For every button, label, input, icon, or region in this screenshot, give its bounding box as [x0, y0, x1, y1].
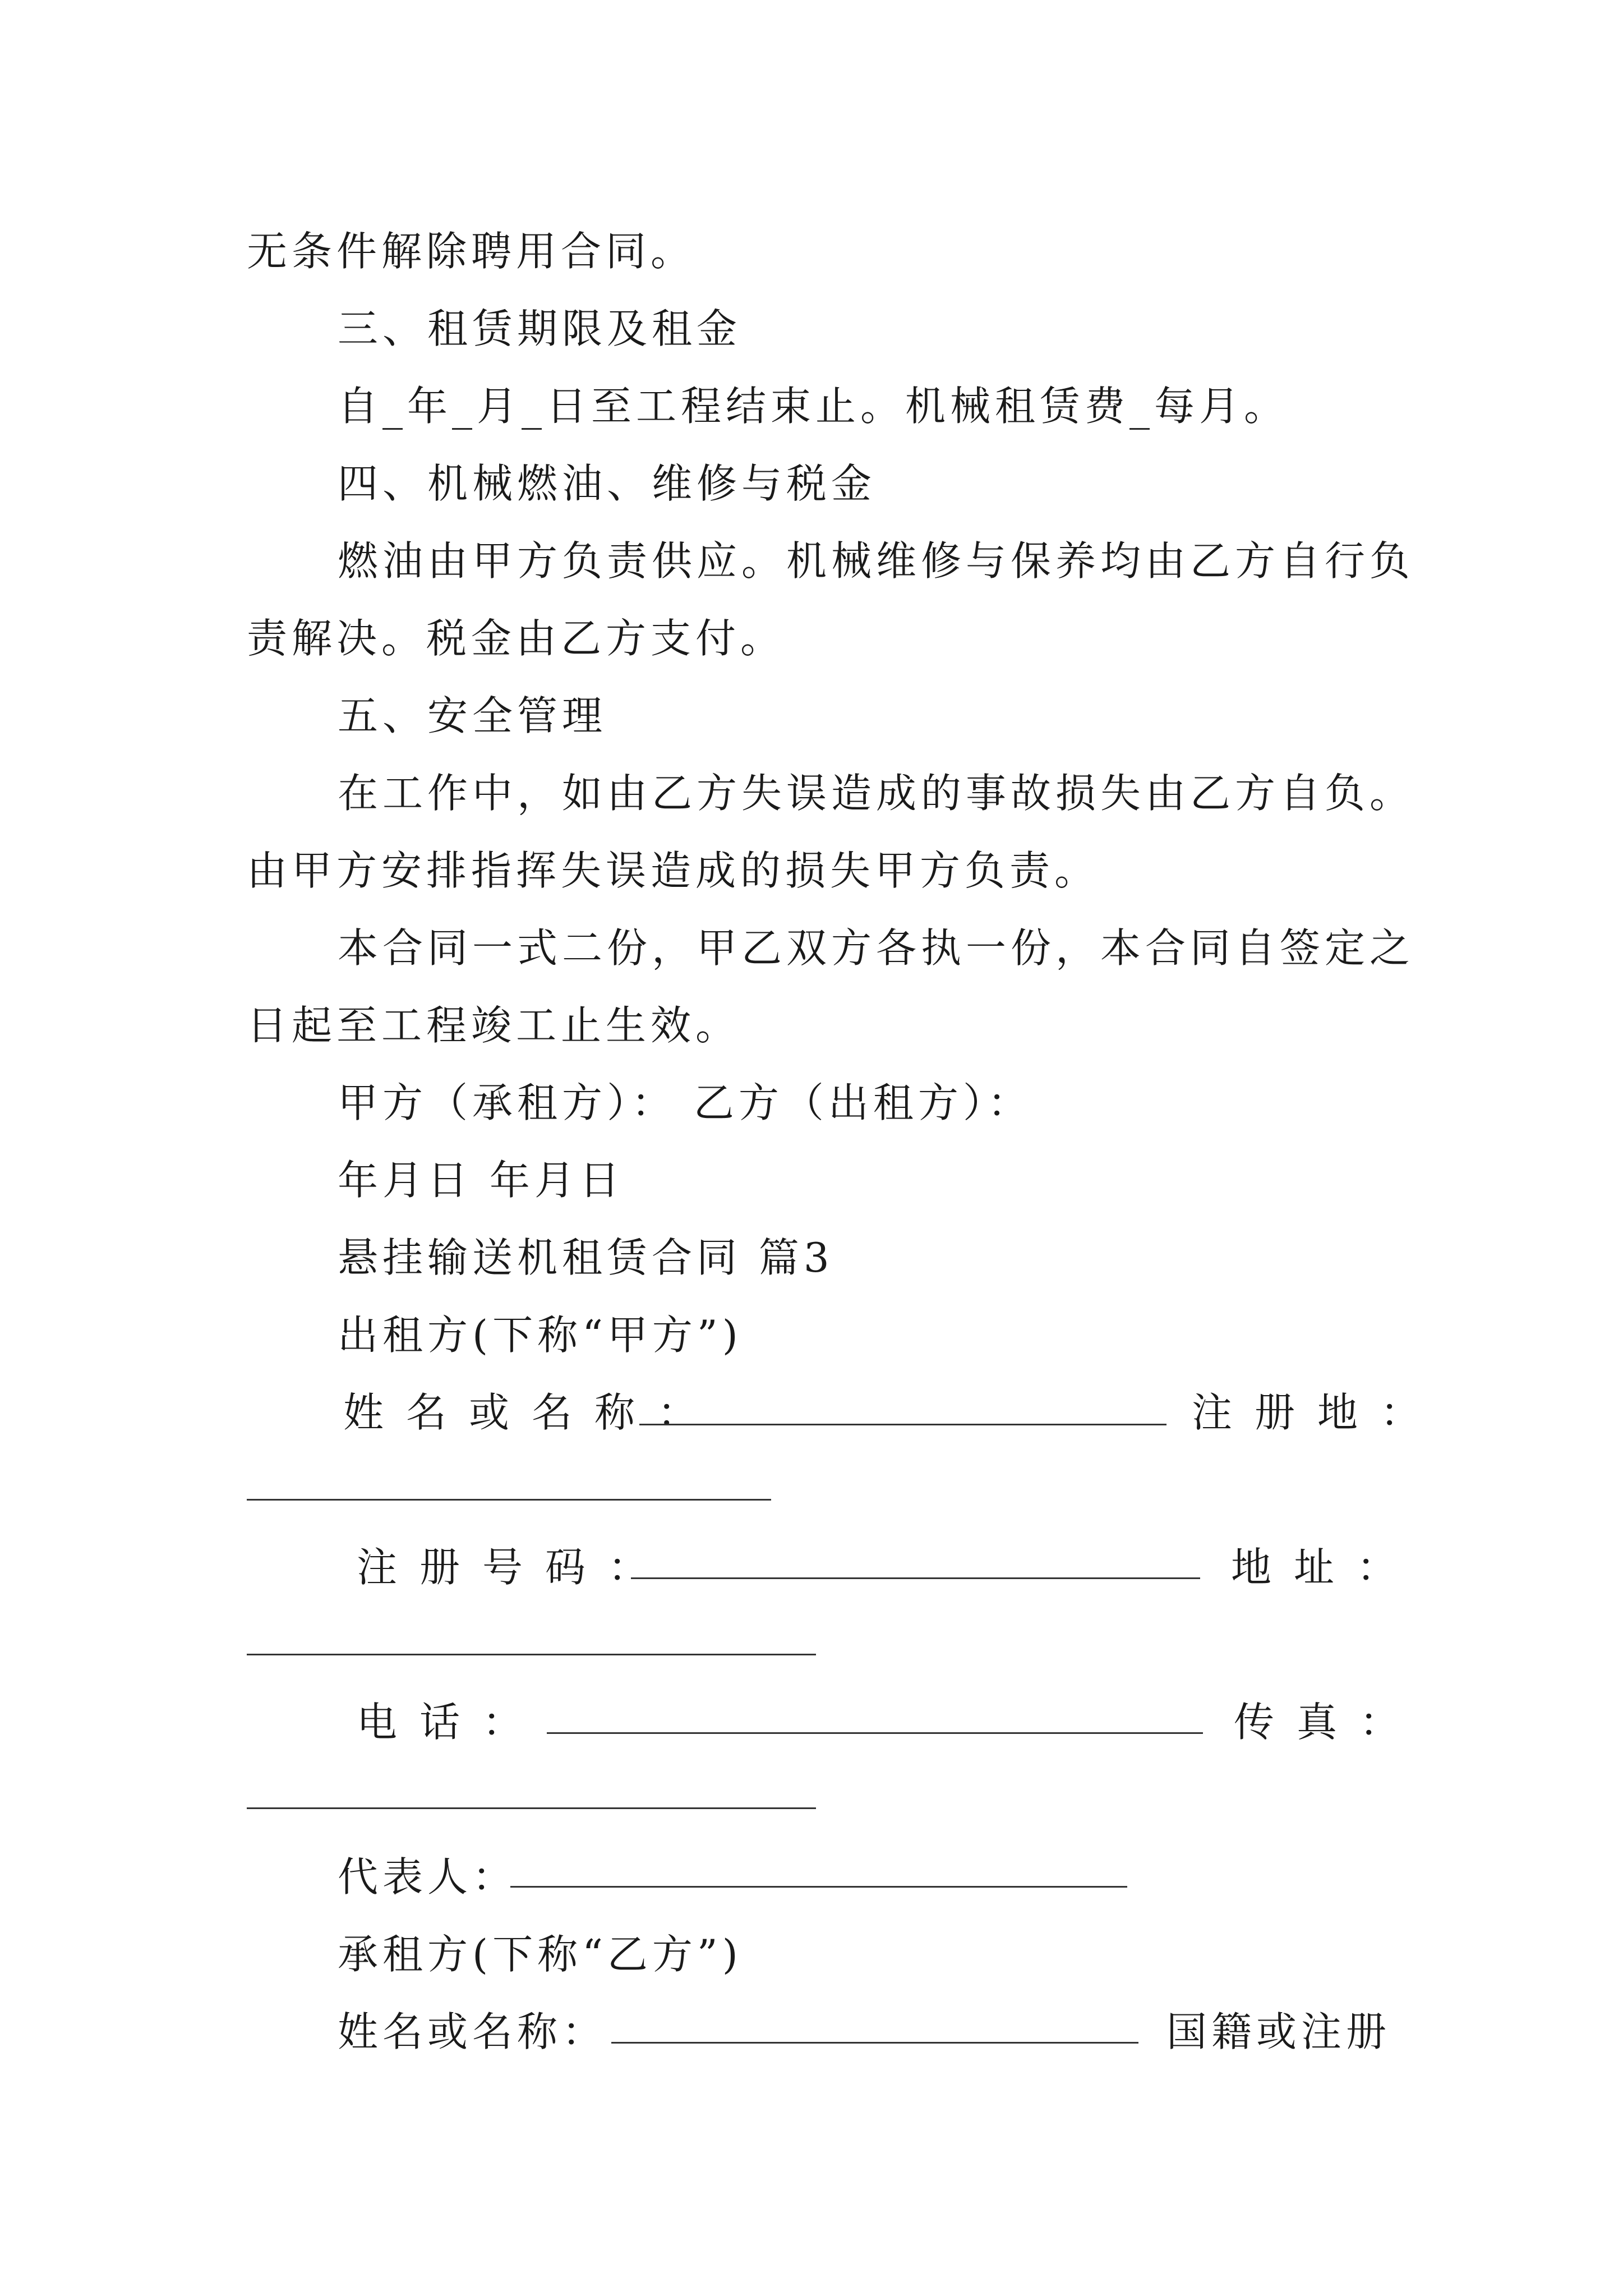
lessee-heading: 承租方(下称“乙方”) — [338, 1931, 743, 1978]
signature-dates: 年月日 年月日 — [338, 1157, 624, 1204]
lessor-regplace-label: 注册地： — [1192, 1389, 1444, 1436]
lessor-regno-blank[interactable] — [631, 1577, 1200, 1579]
section-title: 悬挂输送机租赁合同 篇3 — [338, 1234, 834, 1281]
body-line: 日起至工程竣工止生效。 — [247, 1002, 741, 1049]
lessor-regplace-blank[interactable] — [247, 1499, 771, 1501]
body-line: 在工作中，如由乙方失误造成的事故损失由乙方自负。 — [338, 770, 1415, 817]
body-line: 自_年_月_日至工程结束止。机械租赁费_每月。 — [338, 383, 1289, 430]
lessee-nationality-label: 国籍或注册 — [1166, 2008, 1391, 2055]
lessor-phone-blank[interactable] — [547, 1732, 1203, 1734]
lessor-regno-label: 注册号码： — [357, 1544, 671, 1591]
lessor-phone-label: 电话： — [357, 1699, 546, 1746]
lessee-name-blank[interactable] — [611, 2042, 1138, 2044]
lessee-name-label: 姓名或名称： — [338, 2008, 607, 2055]
lessor-name-label: 姓名或名称： — [343, 1389, 721, 1436]
lessor-fax-blank[interactable] — [247, 1807, 816, 1809]
lessor-name-blank[interactable] — [639, 1424, 1166, 1425]
body-line: 燃油由甲方负责供应。机械维修与保养均由乙方自行负 — [338, 537, 1415, 585]
body-line: 由甲方安排指挥失误造成的损失甲方负责。 — [247, 847, 1100, 894]
body-line: 责解决。税金由乙方支付。 — [247, 615, 786, 662]
lessor-address-label: 地址： — [1231, 1544, 1420, 1591]
lessor-heading: 出租方(下称“甲方”) — [338, 1312, 743, 1359]
body-line: 无条件解除聘用合同。 — [247, 228, 696, 275]
section-heading: 五、安全管理 — [338, 692, 607, 739]
lessor-rep-blank[interactable] — [510, 1886, 1127, 1888]
lessor-fax-label: 传真： — [1234, 1699, 1423, 1746]
body-line: 本合同一式二份，甲乙双方各执一份，本合同自签定之 — [338, 924, 1415, 972]
lessor-rep-label: 代表人： — [338, 1853, 518, 1901]
signature-parties: 甲方（承租方）： 乙方（出租方）： — [338, 1079, 1032, 1126]
section-heading: 四、机械燃油、维修与税金 — [338, 460, 877, 507]
lessor-address-blank[interactable] — [247, 1654, 816, 1655]
section-heading: 三、租赁期限及租金 — [338, 305, 742, 352]
